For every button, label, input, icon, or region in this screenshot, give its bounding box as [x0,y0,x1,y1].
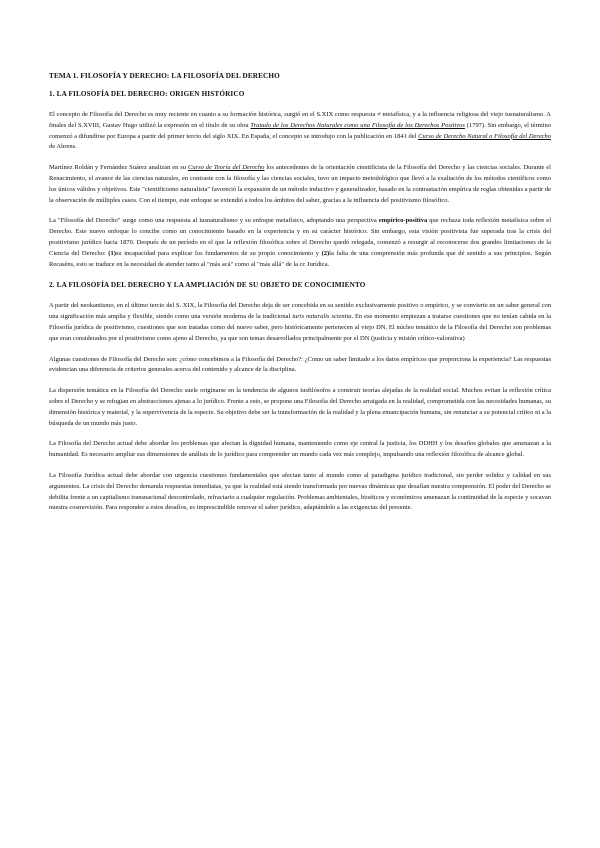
list-marker-2: (2) [321,249,330,257]
list-marker-1: (1) [108,249,116,257]
paragraph-text: de Ahrens. [49,143,77,151]
section-2-paragraph-5: La Filosofía Jurídica actual debe abordar con urgencia cuestiones fundamentales que afectan tanto al mundo como al paradigma jurídico tradicional, sin perder solidez y calidad en sus argumentos. La crisis del Derecho demanda respuestas inmediatas, ya que la realidad está siendo transformada por nuevas dinámicas que desafían nuestra comprensión. El poder del Derecho se debilita frente a un capitalismo transnacional descontrolado, refractario a cualquier regulación. Problemas ambientales, bioéticos y económicos amenazan la continuidad de la especie y socavan nuestra cosmovisión. Para responder a estos desafíos, es imprescindible renovar el saber jurídico, adaptándolo a las exigencias del presente. [49,471,551,512]
work-title-ahrens: Curso de Derecho Natural o Filosofía del Derecho [418,132,551,140]
document-content [49,71,551,524]
paragraph-text: . En ese momento empiezan a tratarse cuestiones que no tenían cabida en la Filosofía jurídica de positivismo, cuestiones que son tratadas como del nuevo saber, pero históricamente pertenecen al viejo DN. El núcleo temático de la Filosofía del Derecho son problemas que eran considerados por el positivismo como ajeno al Derecho, ya que son temas desarrollados principalmente por el DN (justicia y misión crítico-valorativa) [49,313,551,342]
section-2-paragraph-1 [49,301,551,344]
paragraph-text: su incapacidad para explicar los fundamentos de su propio conocimiento y [115,249,322,257]
paragraph-text: que rechaza toda reflexión metafísica sobre el Derecho. Este nuevo enfoque lo concibe como un conocimiento basado en la experiencia y en su carácter histórico. Sin embargo, esta visión positivista fue superada tras la crisis del positivismo jurídico hacia 1870. Después de un período en el que la reflexión filosófica sobre el Derecho quedó relegada, comenzó a resurgir al reconocerse dos grandes limitaciones de la Ciencia del Derecho: [49,217,552,257]
section-2-heading: 2. LA FILOSOFÍA DEL DERECHO Y LA AMPLIACIÓN DE SU OBJETO DE CONOCIMIENTO [49,281,366,290]
paragraph-text: (1797). Sin embargo, el término comenzó a difundirse por Europa a partir del primer tercio del siglo XIX. En España, el concepto se introdujo con la publicación en 1841 del [49,121,551,140]
section-1-paragraph-3 [49,216,551,270]
paragraph-text: El concepto de Filosofía del Derecho es muy reciente en cuanto a su formación histórica, surgió en el S.XIX como respuesta ≠ metafísica, y a la influencia religiosa del viejo iusnaturalismo. A finales del S.XVIII, Gustav Hugo utilizó la expresión en el título de su obra [49,111,551,129]
paragraph-text: Martínez Roldán y Fernández Suárez analizan en su [49,164,188,172]
section-2-paragraph-2: Algunas cuestiones de Filosofía del Derecho son: ¿cómo concebimos a la Filosofía del Derecho?: ¿Como un saber limitado a los datos empíricos que proporciona la experiencia? Las respuestas evidencian una diferencia de criterios generales acerca del contenido y alcance de la disciplina. [49,355,551,374]
section-2-paragraph-3: La dispersión temática en la Filosofía del Derecho suele originarse en la tendencia de algunos iusfilósofos a construir teorías alejadas de la realidad social. Muchos evitan la reflexión crítica sobre el Derecho y se refugian en abstracciones ajenas a lo jurídico. Frente a esto, se propone una Filosofía del Derecho arraigada en la realidad, comprometida con las necesidades humanas, su dimensión histórica y material, y la supervivencia de la especie. Su objetivo debe ser la transformación de la realidad y la plena emancipación humana, sin renunciar a su potencial crítico ni a la búsqueda de un mundo más justo. [49,387,551,427]
paragraph-text: la falta de una comprensión más profunda que dé sentido a sus principios. Según Recaséns, esto se traduce en la necesidad de atender tanto al "más acá" como al "más allá" de la cc Jurídica. [49,249,551,268]
section-1-paragraph-1 [49,110,551,153]
paragraph-text: A partir del neokantismo, en el último tercio del S. XIX, la Filosofía del Derecho deja de ser concebida en su sentido exclusivamente positivo o empírico, y se convierte en un saber general con una significación más amplia y flexible, siendo como una versión moderna de la tradicional [49,302,551,321]
document-title: TEMA 1. FILOSOFÍA Y DERECHO: LA FILOSOFÍA DEL DERECHO [49,72,280,80]
paragraph-text: los antecedentes de la orientación cientificista de la Filosofía del Derecho y las ciencias sociales. Durante el Renacimiento, el avance de las ciencias naturales, en contraste con la filosofía y las ciencias sociales, tuvo un impacto metodológico que llevó a la exaltación de los métodos científicos como los únicos válidos y objetivos. Este "cientificismo naturalista" favoreció la expansión de un método inductivo y generalizador, basado en la contrastación empírica de reglas obtenidas a partir de la observación de múltiples casos. Con el tiempo, este enfoque se extendió a todos los ámbitos del saber, gracias a la influencia del positivismo filosófico. [49,164,551,204]
work-title-hugo: Tratado de los Derechos Naturales como una Filosofía de los Derechos Positivos [250,121,465,129]
paragraph-text: La "Filosofía del Derecho" surge como una respuesta al iusnaturalismo y su enfoque metafísico, adoptando una perspectiva [49,217,379,225]
latin-term: iuris naturalis scientia [292,313,352,321]
section-2-paragraph-4: La Filosofía del Derecho actual debe abordar los problemas que afectan la dignidad humana, manteniendo como eje central la justicia, los DDHH y los desafíos globales que amenazan a la humanidad. Es necesario ampliar sus dimensiones de análisis de lo jurídico para comprender un mundo cada vez más complejo, impulsando una reflexión filosófica de alcance global. [49,440,551,459]
work-title-curso: Curso de Teoría del Derecho [188,164,265,172]
section-1-paragraph-2 [49,163,551,206]
section-1-heading: 1. LA FILOSOFÍA DEL DERECHO: ORIGEN HISTÓRICO [49,90,245,98]
emphasis-empirico-positiva: empírico-positiva [378,217,428,225]
